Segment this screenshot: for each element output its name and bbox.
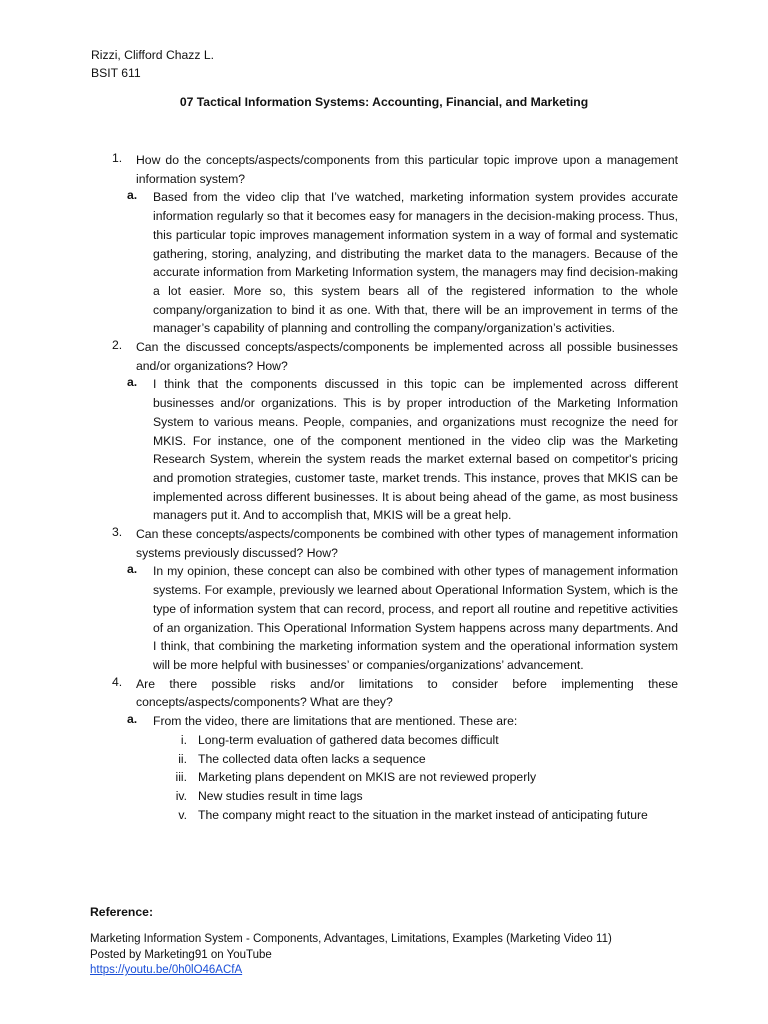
- roman-numeral: v.: [178, 807, 187, 822]
- question-text: How do the concepts/aspects/components from this particular topic improve upon a management information system?: [136, 153, 678, 186]
- reference-author: Posted by Marketing91 on YouTube: [90, 948, 272, 961]
- limitation-text: Marketing plans dependent on MKIS are not reviewed properly: [198, 770, 537, 785]
- limitation-text: The company might react to the situation in the market instead of anticipating future: [198, 807, 648, 822]
- question-item: [108, 338, 678, 375]
- limitation-item: [153, 750, 678, 769]
- reference-block: [90, 932, 612, 979]
- roman-numeral: i.: [180, 732, 187, 747]
- answer-letter: a.: [127, 712, 138, 727]
- reference-link[interactable]: https://youtu.be/0h0lO46ACfA: [90, 964, 243, 977]
- question-number: 3.: [112, 525, 123, 540]
- answer-letter: a.: [127, 562, 138, 577]
- limitation-item: [153, 731, 678, 750]
- question-number: 1.: [112, 151, 123, 165]
- limitation-item: [153, 806, 678, 825]
- question-text: Can these concepts/aspects/components be combined with other types of management information systems previously discussed? How?: [136, 527, 678, 560]
- answer-item: [108, 712, 678, 824]
- answer-item: [108, 375, 678, 525]
- answer-text: Based from the video clip that I’ve watched, marketing information system provides accurate information regularly so that it becomes easy for managers in the decision-making process. Thus, this particular topic improves management information system in a way of formal and systematic gathering, storing, analyzing, and distributing the market data to the managers. Because of the accurate information from Marketing Information system, the managers may find decision-making a lot easier. More so, this system bears all of the registered information to the whole company/organization to bind it as one. With that, there will be an improvement in terms of the manager’s capability of planning and controlling the company/organization’s activities.: [153, 190, 678, 336]
- question-list: [108, 151, 678, 824]
- question-number: 4.: [112, 674, 123, 689]
- answer-letter: a.: [127, 188, 138, 203]
- document-title: 07 Tactical Information Systems: Accounting, Financial, and Marketing: [179, 95, 589, 109]
- answer-item: [108, 562, 678, 674]
- answer-text: I think that the components discussed in this topic can be implemented across different businesses and/or organizations. This is by proper introduction of the Marketing Information System to various means. People, companies, and organizations must recognize the need for MKIS. For instance, one of the component mentioned in the video clip was the Marketing Research System, wherein the system reads the market external based on competitor's pricing and promotion strategies, customer taste, market trends. This instance, proves that MKIS can be implemented across different businesses. It is about being ahead of the game, as most business managers put it. And to accomplish that, MKIS will be a great help.: [153, 377, 678, 523]
- question-item: [108, 675, 678, 712]
- question-item: [108, 151, 678, 188]
- answer-text: In my opinion, these concept can also be combined with other types of management information systems. For example, previously we learned about Operational Information System, which is the type of information system that can record, process, and report all routine and repetitive activities of an organization. This Operational Information System happens across many departments. And I think, that combining the marketing information system and the operational information system will be more helpful with businesses’ or companies/organizations’ advancement.: [153, 564, 678, 672]
- author-header: [91, 46, 214, 82]
- roman-numeral: ii.: [178, 751, 187, 766]
- question-text: Can the discussed concepts/aspects/components be implemented across all possible businesses and/or organizations? How?: [136, 340, 678, 373]
- roman-numeral: iv.: [175, 788, 187, 803]
- course-code: BSIT 611: [91, 66, 141, 80]
- limitation-text: The collected data often lacks a sequence: [198, 751, 426, 766]
- answer-letter: a.: [127, 375, 138, 390]
- roman-numeral: iii.: [175, 770, 187, 785]
- question-text: Are there possible risks and/or limitations to consider before implementing these concepts/aspects/components? What are they?: [136, 676, 678, 710]
- reference-title: Marketing Information System - Components, Advantages, Limitations, Examples (Marketing Video 11): [90, 933, 612, 945]
- limitation-item: [153, 768, 678, 787]
- limitation-item: [153, 787, 678, 806]
- limitation-text: New studies result in time lags: [198, 788, 363, 803]
- limitation-text: Long-term evaluation of gathered data becomes difficult: [198, 732, 499, 747]
- author-name: Rizzi, Clifford Chazz L.: [91, 48, 215, 62]
- limitations-list: [153, 731, 678, 825]
- answer-item: [108, 188, 678, 338]
- question-number: 2.: [112, 338, 123, 353]
- reference-heading: Reference:: [90, 905, 153, 919]
- answer-text: From the video, there are limitations that are mentioned. These are:: [153, 714, 518, 729]
- question-item: [108, 525, 678, 562]
